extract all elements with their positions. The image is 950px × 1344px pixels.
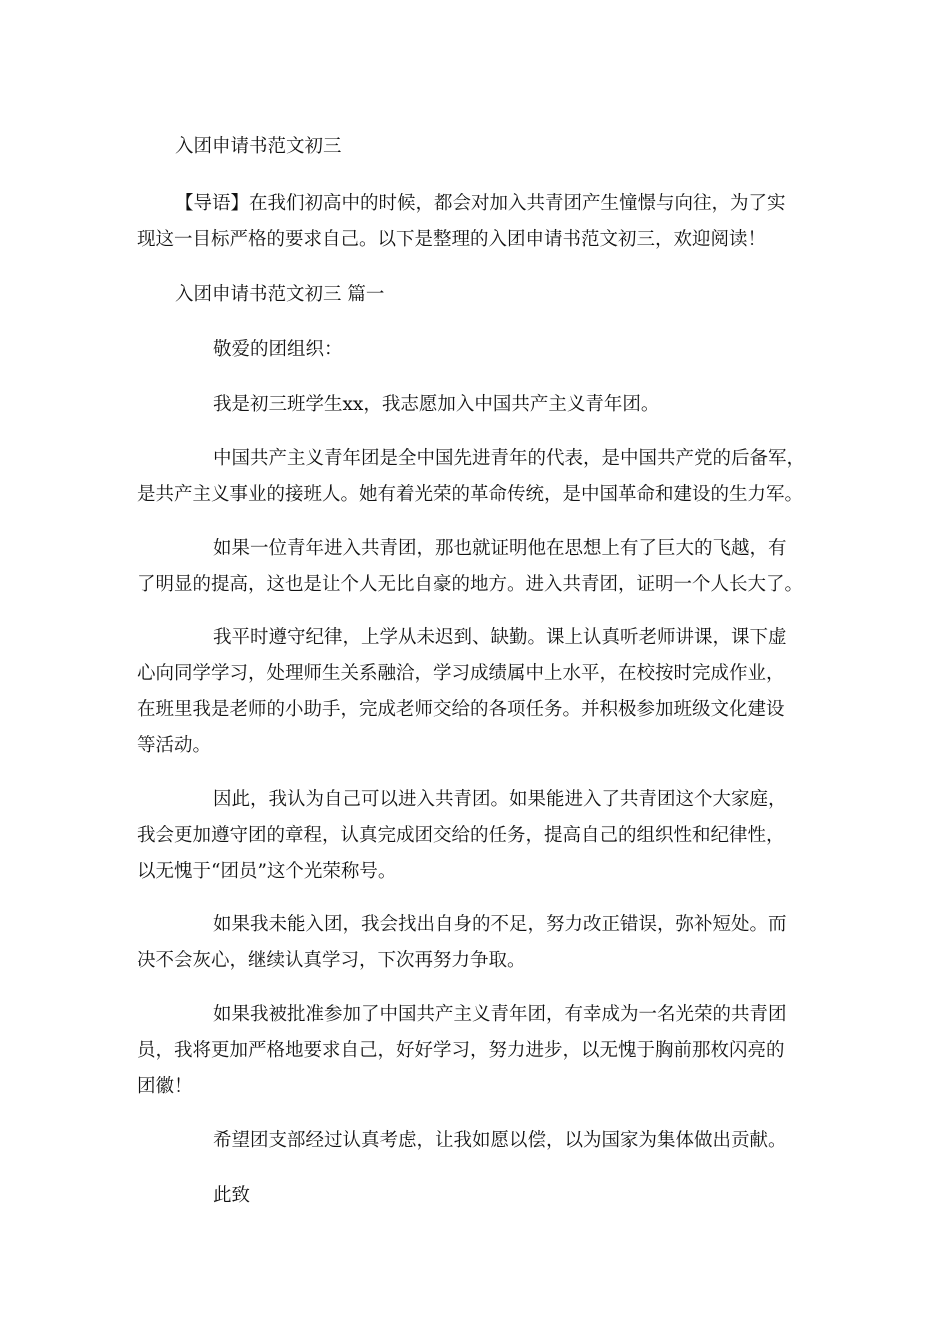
paragraph-4-line-4: 等活动。: [137, 735, 212, 756]
paragraph-7-line-3: 团徽！: [137, 1076, 193, 1097]
paragraph-8-line-1: 希望团支部经过认真考虑，让我如愿以偿，以为国家为集体做出贡献。: [213, 1130, 787, 1151]
salutation: 敬爱的团组织：: [213, 339, 343, 360]
paragraph-5-line-3: 以无愧于“团员”这个光荣称号。: [137, 861, 397, 882]
intro-line-1: 【导语】在我们初高中的时候，都会对加入共青团产生憧憬与向往，为了实: [175, 193, 786, 214]
paragraph-6-line-1: 如果我未能入团，我会找出自身的不足，努力改正错误，弥补短处。而: [213, 914, 787, 935]
paragraph-6-line-2: 决不会灰心，继续认真学习，下次再努力争取。: [137, 950, 526, 971]
paragraph-5-line-2: 我会更加遵守团的章程，认真完成团交给的任务，提高自己的组织性和纪律性，: [137, 825, 785, 846]
document-title: 入团申请书范文初三: [175, 136, 342, 157]
paragraph-7-line-1: 如果我被批准参加了中国共产主义青年团，有幸成为一名光荣的共青团: [213, 1004, 787, 1025]
paragraph-7-line-2: 员，我将更加严格地要求自己，好好学习，努力进步，以无愧于胸前那枚闪亮的: [137, 1040, 785, 1061]
paragraph-2-line-1: 中国共产主义青年团是全中国先进青年的代表，是中国共产党的后备军，: [213, 448, 806, 469]
paragraph-4-line-3: 在班里我是老师的小助手，完成老师交给的各项任务。并积极参加班级文化建设: [137, 699, 785, 720]
paragraph-2-line-2: 是共产主义事业的接班人。她有着光荣的革命传统，是中国革命和建设的生力军。: [137, 484, 804, 505]
paragraph-4-line-1: 我平时遵守纪律，上学从未迟到、缺勤。课上认真听老师讲课，课下虚: [213, 627, 787, 648]
paragraph-1-line-1: 我是初三班学生xx，我志愿加入中国共产主义青年团。: [213, 394, 660, 415]
closing-line: 此致: [213, 1185, 251, 1206]
paragraph-3-line-2: 了明显的提高，这也是让个人无比自豪的地方。进入共青团，证明一个人长大了。: [137, 574, 804, 595]
section-heading: 入团申请书范文初三 篇一: [175, 284, 385, 305]
intro-line-2: 现这一目标严格的要求自己。以下是整理的入团申请书范文初三，欢迎阅读！: [137, 229, 767, 250]
paragraph-3-line-1: 如果一位青年进入共青团，那也就证明他在思想上有了巨大的飞越，有: [213, 538, 787, 559]
paragraph-5-line-1: 因此，我认为自己可以进入共青团。如果能进入了共青团这个大家庭，: [213, 789, 787, 810]
paragraph-4-line-2: 心向同学学习，处理师生关系融洽，学习成绩属中上水平，在校按时完成作业，: [137, 663, 785, 684]
